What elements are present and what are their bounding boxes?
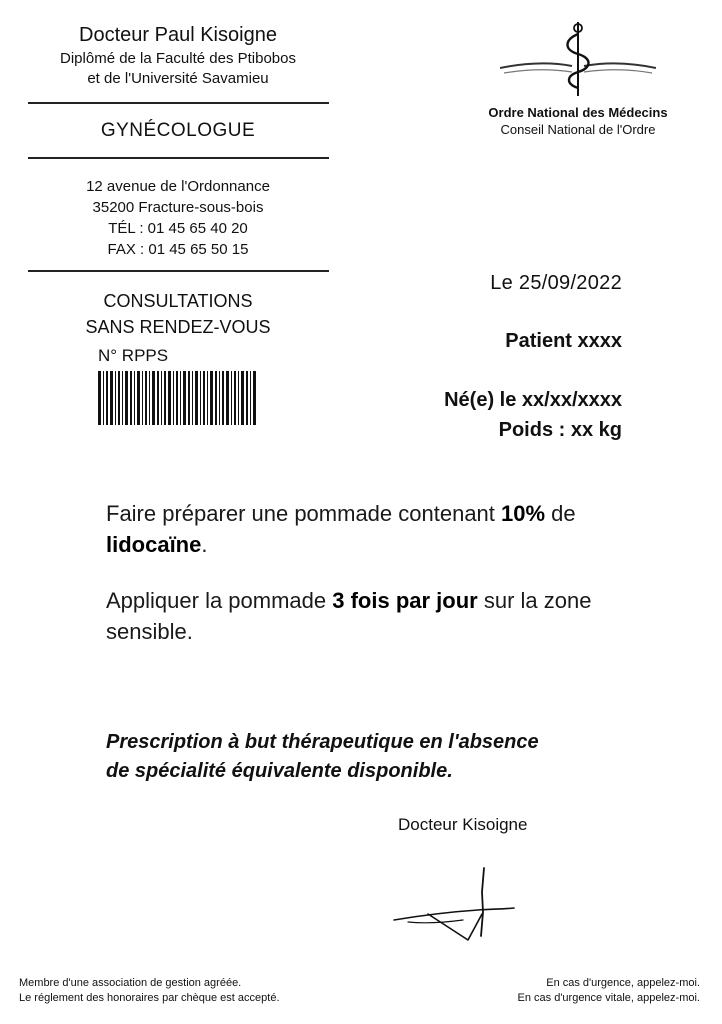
footer-right-line-2: En cas d'urgence vitale, appelez-moi.: [517, 992, 700, 1004]
address-block: [28, 176, 328, 260]
diploma-line-1: Diplômé de la Faculté des Ptibobos: [60, 50, 296, 67]
prescription-line-2: [106, 585, 626, 647]
rpps-barcode: [98, 371, 256, 425]
rx2-text-a: Appliquer la pommade: [106, 588, 333, 613]
footer-left: [19, 976, 280, 1006]
diploma-line-2: et de l'Université Savamieu: [87, 70, 269, 87]
rx1-text-a: Faire préparer une pommade contenant: [106, 501, 502, 526]
rx1-text-e: .: [201, 532, 208, 557]
footer-left-line-2: Le réglement des honoraires par chèque est accepté.: [19, 992, 280, 1004]
consultations-info: [28, 288, 328, 340]
rx1-text-c: de: [545, 501, 576, 526]
caduceus-wings-icon: [500, 20, 656, 100]
consultations-line-1: CONSULTATIONS: [103, 291, 253, 311]
address-street: 12 avenue de l'Ordonnance: [86, 178, 270, 195]
patient-weight: Poids : xx kg: [498, 419, 622, 441]
prescription-line-1: [106, 498, 626, 560]
doctor-name: Docteur Paul Kisoigne: [79, 24, 277, 46]
patient-name: Patient xxxx: [505, 330, 622, 352]
doctor-diploma: [28, 49, 328, 89]
footer-right-line-1: En cas d'urgence, appelez-moi.: [546, 977, 700, 989]
address-city: 35200 Fracture-sous-bois: [92, 199, 264, 216]
rx1-concentration: 10%: [501, 501, 546, 526]
signature-name: Docteur Kisoigne: [398, 815, 528, 834]
note-line-1: Prescription à but thérapeutique en l'absence: [106, 731, 539, 753]
handwritten-signature: [388, 862, 518, 947]
rpps-label: N° RPPS: [98, 346, 169, 365]
order-title: Ordre National des Médecins: [488, 105, 668, 120]
patient-birthdate: Né(e) le xx/xx/xxxx: [444, 389, 622, 411]
divider-1: [28, 102, 329, 104]
rx2-frequency: 3 fois par jour: [332, 588, 478, 613]
order-subtitle: Conseil National de l'Ordre: [500, 122, 656, 137]
fax-number: FAX : 01 45 65 50 15: [107, 241, 249, 258]
divider-2: [28, 157, 329, 159]
footer-left-line-1: Membre d'une association de gestion agréée.: [19, 977, 242, 989]
footer-right: [518, 976, 700, 1006]
therapeutic-note: [106, 728, 646, 786]
rx1-drug: lidocaïne: [106, 532, 202, 557]
note-line-2: de spécialité équivalente disponible.: [106, 760, 453, 782]
prescription-date: Le 25/09/2022: [490, 272, 622, 294]
divider-3: [28, 270, 329, 272]
specialty: GYNÉCOLOGUE: [100, 120, 256, 141]
phone-number: TÉL : 01 45 65 40 20: [108, 220, 248, 237]
rx2-text-c: sur la zone sensible.: [106, 588, 592, 644]
consultations-line-2: SANS RENDEZ-VOUS: [85, 317, 271, 337]
